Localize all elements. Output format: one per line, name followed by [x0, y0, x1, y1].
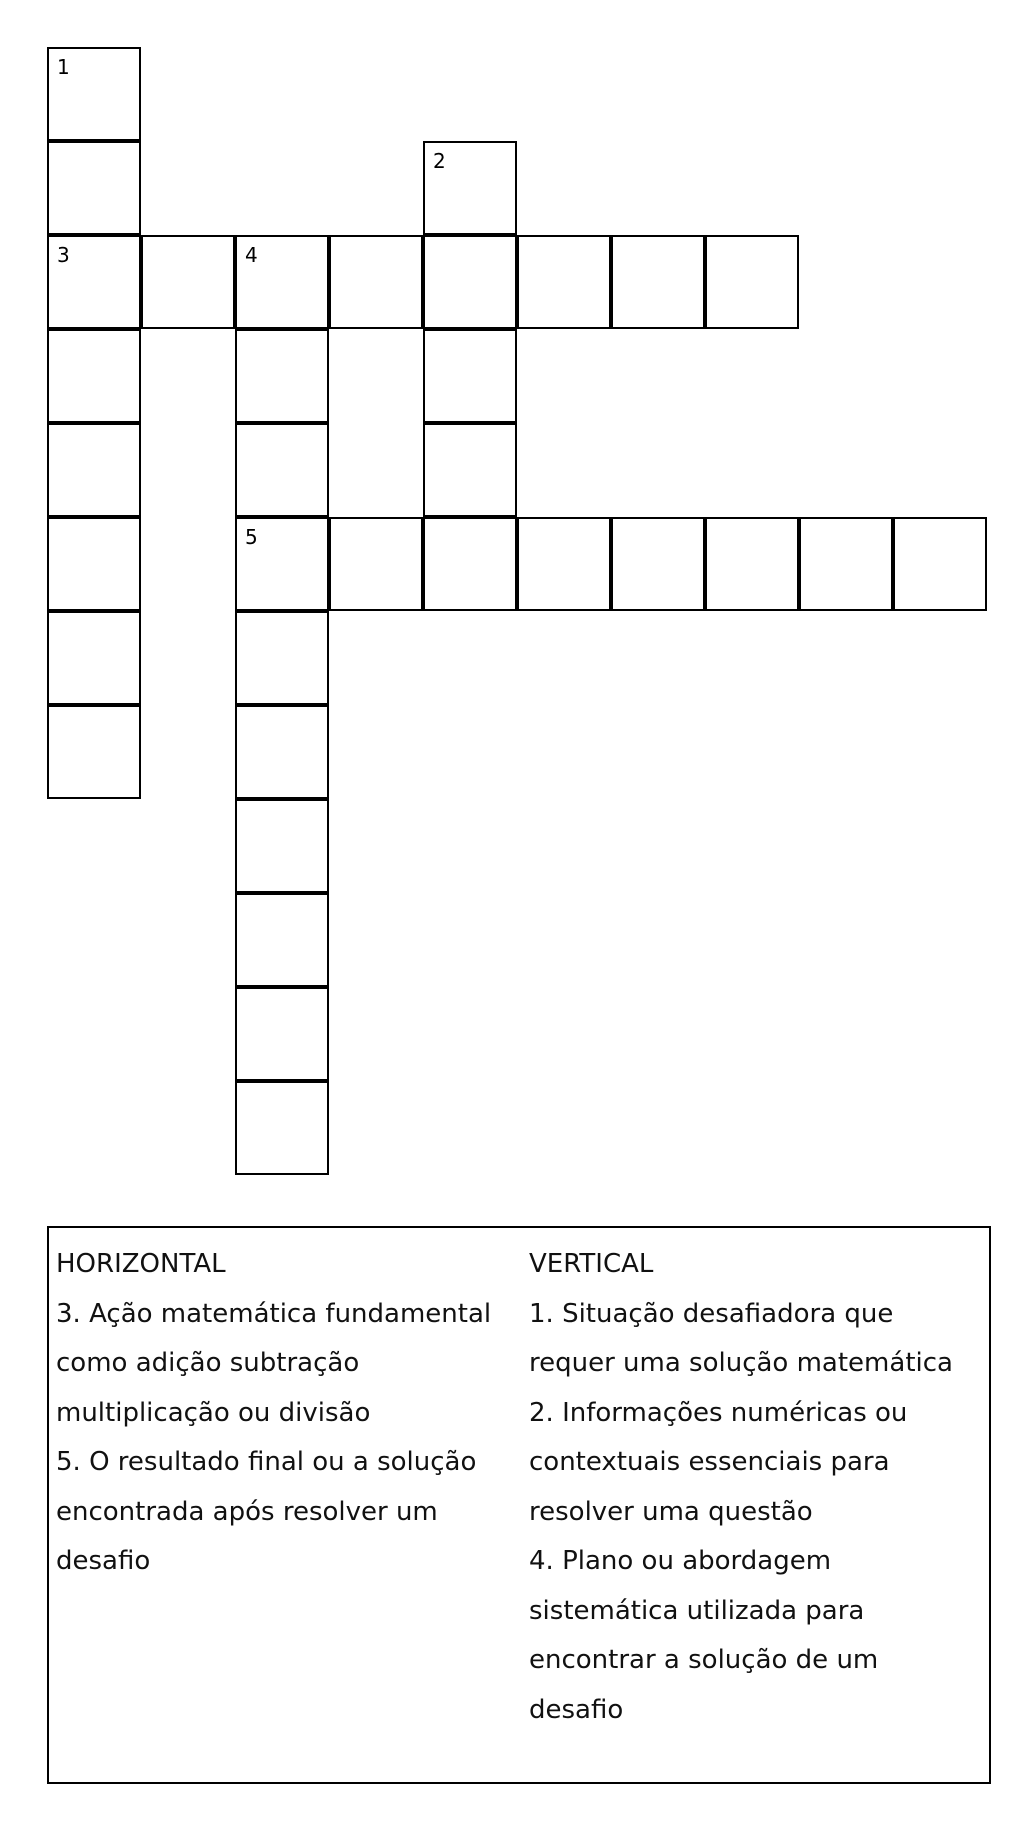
vertical-clues [529, 1240, 984, 1735]
crossword-cell[interactable] [799, 517, 893, 611]
clue-line: requer uma solução matemática [529, 1348, 953, 1378]
crossword-cell[interactable] [423, 517, 517, 611]
clue-line: desafio [56, 1546, 151, 1576]
crossword-cell[interactable] [705, 235, 799, 329]
crossword-cell[interactable] [141, 235, 235, 329]
crossword-cell-3[interactable] [47, 235, 141, 329]
crossword-cell[interactable] [329, 517, 423, 611]
vertical-heading: VERTICAL [529, 1249, 654, 1279]
crossword-cell[interactable] [611, 235, 705, 329]
crossword-cell[interactable] [423, 423, 517, 517]
crossword-cell[interactable] [47, 705, 141, 799]
crossword-cell[interactable] [235, 329, 329, 423]
clue-number: 5 [245, 525, 258, 549]
crossword-cell[interactable] [893, 517, 987, 611]
crossword-cell[interactable] [47, 423, 141, 517]
crossword-cell[interactable] [423, 329, 517, 423]
crossword-cell[interactable] [235, 799, 329, 893]
clue-line: desafio [529, 1694, 624, 1725]
clues-box [47, 1226, 991, 1784]
clue-line: 5. O resultado final ou a solução [56, 1447, 477, 1477]
crossword-cell[interactable] [235, 705, 329, 799]
crossword-cell[interactable] [517, 235, 611, 329]
horizontal-heading: HORIZONTAL [56, 1249, 226, 1279]
clue-number: 1 [57, 55, 70, 79]
crossword-cell[interactable] [705, 517, 799, 611]
clue-line: 2. Informações numéricas ou [529, 1397, 908, 1428]
crossword-cell[interactable] [47, 611, 141, 705]
crossword-cell[interactable] [235, 611, 329, 705]
crossword-cell-2[interactable] [423, 141, 517, 235]
clue-line: multiplicação ou divisão [56, 1397, 371, 1428]
crossword-cell[interactable] [47, 517, 141, 611]
clue-line: sistemática utilizada para [529, 1595, 865, 1626]
clue-line: 3. Ação matemática fundamental [56, 1298, 492, 1329]
clue-line: resolver uma questão [529, 1496, 813, 1527]
crossword-cell[interactable] [47, 141, 141, 235]
crossword-cell[interactable] [329, 235, 423, 329]
crossword-cell-5[interactable] [235, 517, 329, 611]
crossword-cell-4[interactable] [235, 235, 329, 329]
clue-line: contextuais essenciais para [529, 1447, 890, 1477]
clue-line: encontrar a solução de um [529, 1645, 879, 1675]
clue-line: 1. Situação desafiadora que [529, 1298, 894, 1329]
clue-line: encontrada após resolver um [56, 1496, 438, 1527]
crossword-cell[interactable] [517, 517, 611, 611]
crossword-cell[interactable] [235, 893, 329, 987]
clue-line: 4. Plano ou abordagem [529, 1546, 832, 1576]
clue-number: 2 [433, 149, 446, 173]
horizontal-clues [56, 1240, 521, 1587]
crossword-cell[interactable] [47, 329, 141, 423]
clue-number: 3 [57, 243, 70, 267]
crossword-cell[interactable] [235, 987, 329, 1081]
clue-number: 4 [245, 243, 258, 267]
crossword-cell-1[interactable] [47, 47, 141, 141]
crossword-cell[interactable] [235, 423, 329, 517]
crossword-cell[interactable] [423, 235, 517, 329]
crossword-cell[interactable] [611, 517, 705, 611]
clue-line: como adição subtração [56, 1348, 360, 1378]
crossword-cell[interactable] [235, 1081, 329, 1175]
